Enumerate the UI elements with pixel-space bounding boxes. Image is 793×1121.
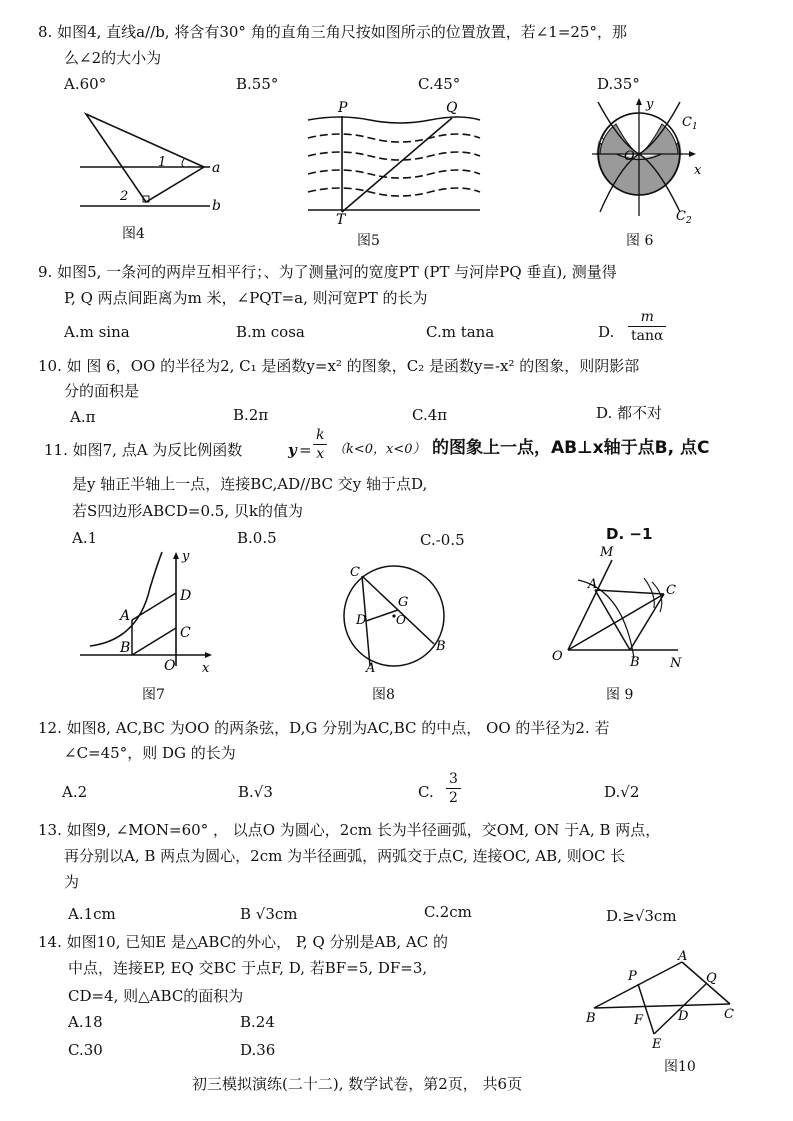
q9-d-numerator: m	[628, 308, 666, 327]
fig7-o-label: O	[164, 658, 176, 674]
q14-line1: 14. 如图10, 已知E 是△ABC的外心， P, Q 分别是AB, AC 的	[38, 933, 449, 951]
figure-9-caption: 图 9	[606, 687, 634, 703]
q13-line2: 再分别以A, B 两点为圆心，2cm 为半径画弧，两弧交于点C, 连接OC, AB, 则OC 长	[64, 847, 626, 865]
q8-line1: 8. 如图4, 直线a//b, 将含有30° 角的直角三角尺按如图所示的位置放置，若∠1=25°，那	[38, 23, 627, 41]
figure-6-diagram	[590, 98, 710, 228]
q12-c-denominator: 2	[449, 790, 458, 806]
q14-option-a: A.18	[68, 1013, 103, 1031]
q11-fraction-numerator: k	[313, 426, 327, 445]
fig6-o-label: O	[624, 149, 635, 164]
figure-7-caption: 图7	[142, 687, 165, 703]
q10-option-d: D. 都不对	[596, 404, 663, 422]
figure-7-diagram	[80, 548, 220, 676]
q11-line2: 是y 轴正半轴上一点，连接BC,AD//BC 交y 轴于点D,	[72, 475, 428, 493]
fig10-c-label: C	[724, 1007, 734, 1022]
fig9-n-label: N	[670, 656, 682, 671]
fig8-c-label: C	[350, 565, 360, 580]
q13-line1: 13. 如图9, ∠MON=60° ， 以点O 为圆心，2cm 长为半径画弧，交OM, ON 于A, B 两点，	[38, 821, 661, 839]
q12-line1: 12. 如图8, AC,BC 为OO 的两条弦，D,G 分别为AC,BC 的中点， OO 的半径为2. 若	[38, 719, 610, 737]
fig8-g-label: G	[398, 595, 409, 610]
q14-option-c: C.30	[68, 1041, 103, 1059]
q13-option-b: B √3cm	[240, 905, 298, 923]
fig5-q-label: Q	[446, 100, 458, 116]
q14-line3: CD=4, 则△ABC的面积为	[68, 987, 244, 1005]
q11-line3: 若S四边形ABCD=0.5, 贝k的值为	[72, 502, 303, 520]
q11-option-c: C.-0.5	[420, 531, 465, 549]
q10-option-a: A.π	[70, 408, 96, 426]
fig9-c-label: C	[666, 583, 676, 598]
fig9-b-label: B	[630, 655, 640, 670]
q9-option-c: C.m tana	[426, 323, 495, 341]
fig10-p-label: P	[628, 969, 637, 984]
fig9-a-label: A	[588, 577, 598, 592]
fig10-d-label: D	[678, 1009, 689, 1024]
q11-option-d: D. −1	[606, 525, 653, 543]
figure-9-diagram	[548, 542, 698, 672]
fig4-angle2-label: 2	[120, 189, 129, 204]
fig8-d-label: D	[356, 613, 367, 628]
fig4-angle1-label: 1	[158, 155, 167, 170]
q14-line2: 中点，连接EP, EQ 交BC 于点F, D, 若BF=5, DF=3,	[68, 959, 428, 977]
q9-line1: 9. 如图5, 一条河的两岸互相平行；、为了测量河的宽度PT (PT 与河岸PQ 垂直), 测量得	[38, 263, 617, 281]
fig9-o-label: O	[552, 649, 563, 664]
fig4-line-a-label: a	[212, 160, 221, 176]
q11-line1-suffix: 的图象上一点，AB⊥x轴于点B, 点C	[432, 438, 710, 458]
fig5-p-label: P	[338, 100, 348, 116]
q11-fraction-denominator: x	[316, 446, 325, 462]
q11-function-y: y	[288, 441, 297, 459]
q12-option-b: B.√3	[238, 783, 273, 801]
fig8-a-label: A	[366, 661, 376, 676]
figure-4-caption: 图4	[122, 226, 145, 242]
fig5-t-label: T	[336, 212, 346, 228]
q10-option-c: C.4π	[412, 406, 448, 424]
q13-option-a: A.1cm	[68, 905, 116, 923]
q12-option-a: A.2	[62, 783, 88, 801]
fig8-b-label: B	[436, 639, 446, 654]
figure-10-diagram	[580, 950, 750, 1050]
fig10-q-label: Q	[706, 971, 717, 986]
q9-option-d: D.	[598, 323, 615, 341]
q8-option-a: A.60°	[64, 75, 107, 93]
q11-option-b: B.0.5	[237, 529, 277, 547]
fig6-x-label: x	[694, 163, 702, 178]
q13-line3: 为	[64, 873, 80, 891]
q10-line2: 分的面积是	[64, 382, 140, 400]
q14-option-d: D.36	[240, 1041, 276, 1059]
fig4-line-b-label: b	[212, 198, 221, 214]
q12-option-c: C.	[418, 783, 434, 801]
q8-option-b: B.55°	[236, 75, 279, 93]
q12-line2: ∠C=45°，则 DG 的长为	[64, 744, 236, 762]
fig6-y-label: y	[646, 97, 654, 112]
figure-4-diagram	[80, 108, 230, 218]
q12-option-c-fraction	[446, 770, 461, 807]
page-footer: 初三模拟演练(二十二), 数学试卷，第2页， 共6页	[192, 1075, 523, 1093]
q10-option-b: B.2π	[233, 406, 269, 424]
figure-6-caption: 图 6	[626, 233, 654, 249]
q11-function-fraction	[313, 426, 327, 463]
q12-option-d: D.√2	[604, 783, 640, 801]
fig7-b-label: B	[120, 640, 131, 656]
q9-line2: P, Q 两点间距离为m 米，∠PQT=a, 则河宽PT 的长为	[64, 289, 428, 307]
q12-c-numerator: 3	[446, 770, 461, 789]
figure-8-diagram	[336, 562, 466, 674]
q9-option-b: B.m cosa	[236, 323, 305, 341]
q11-option-a: A.1	[72, 529, 98, 547]
figure-5-caption: 图5	[357, 233, 380, 249]
q9-d-denominator: tanα	[631, 328, 664, 344]
fig9-m-label: M	[600, 545, 614, 560]
q11-function-eq: =	[299, 441, 312, 459]
q9-option-a: A.m sina	[64, 323, 130, 341]
q9-option-d-fraction	[628, 308, 666, 345]
fig7-a-label: A	[120, 608, 131, 624]
fig7-x-label: x	[202, 661, 210, 676]
fig10-f-label: F	[634, 1013, 644, 1028]
q8-option-d: D.35°	[597, 75, 640, 93]
figure-5-diagram	[300, 100, 485, 228]
q13-option-c: C.2cm	[424, 903, 472, 921]
fig10-a-label: A	[678, 949, 688, 964]
q10-line1: 10. 如 图 6，OO 的半径为2, C₁ 是函数y=x² 的图象，C₂ 是函数y=-x² 的图象，则阴影部	[38, 357, 640, 375]
fig10-b-label: B	[586, 1011, 596, 1026]
q13-option-d: D.≥√3cm	[606, 907, 677, 925]
fig10-e-label: E	[652, 1037, 662, 1052]
fig7-y-label: y	[182, 549, 190, 564]
fig6-c2-label: $C_2$	[676, 209, 692, 226]
fig7-c-label: C	[180, 625, 191, 641]
q14-option-b: B.24	[240, 1013, 275, 1031]
q8-line2: 么∠2的大小为	[64, 49, 162, 67]
fig7-d-label: D	[180, 588, 192, 604]
q11-line1-prefix: 11. 如图7, 点A 为反比例函数	[44, 441, 243, 459]
q11-function-condition: （k<0，x<0）	[333, 442, 426, 457]
q8-option-c: C.45°	[418, 75, 461, 93]
fig6-c1-label: $C_1$	[682, 115, 698, 132]
figure-8-caption: 图8	[372, 687, 395, 703]
figure-10-caption: 图10	[664, 1059, 696, 1075]
fig8-o-label: O	[396, 613, 406, 627]
